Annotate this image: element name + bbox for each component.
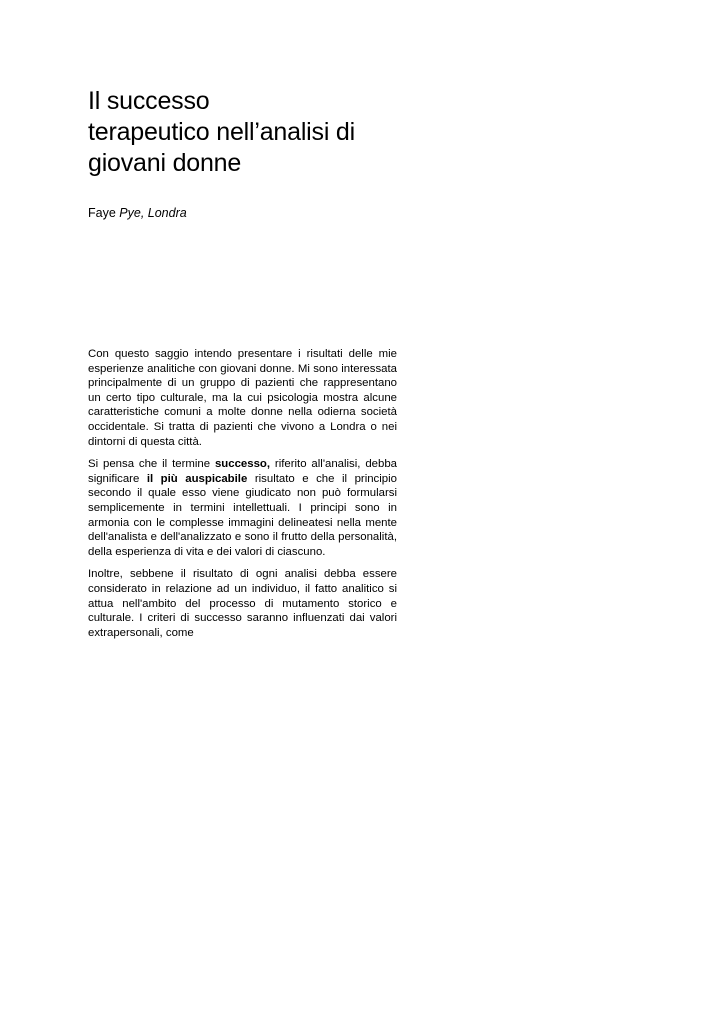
author-rest: Pye, Londra — [119, 206, 187, 220]
p2-text-c: riferito all'analisi, debba significare — [88, 458, 397, 485]
p2-bold-auspicabile: il più auspicabile — [146, 472, 248, 485]
title-line-3: giovani donne — [88, 149, 242, 177]
article-body — [88, 347, 397, 648]
article-title — [88, 86, 408, 179]
p2-bold-successo: successo, — [214, 458, 271, 471]
p2-text-e: risultato e che il principio secondo il quale esso viene giudicato non può formularsi semplicemente in termini intellettuali. I principi sono in armonia con le complesse immagini delineatesi nella mente dell'analista e dell'analizzato e sono il frutto della personalità, della esperienza di vita e dei valori di ciascuno. — [88, 472, 397, 558]
paragraph-2 — [88, 457, 397, 559]
author-first-name: Faye — [88, 206, 116, 220]
title-line-1: Il successo — [88, 87, 210, 115]
author-byline — [88, 205, 187, 221]
paragraph-1: Con questo saggio intendo presentare i risultati delle mie esperienze analitiche con giovani donne. Mi sono interessata principalmente di un gruppo di pazienti che rappresentano un certo tipo culturale, ma la cui psicologia mostra alcune caratteristiche comuni a molte donne nella odierna società occidentale. Si tratta di pazienti che vivono a Londra o nei dintorni di questa città. — [88, 348, 397, 448]
paragraph-3: Inoltre, sebbene il risultato di ogni analisi debba essere considerato in relazione ad un individuo, il fatto analitico si attua nell'ambito del processo di mutamento storico e culturale. I criteri di successo saranno influenzati dai valori extrapersonali, come — [88, 568, 397, 639]
title-line-2: terapeutico nell’analisi di — [88, 118, 355, 146]
p2-text-a: Si pensa che il termine — [88, 458, 215, 471]
